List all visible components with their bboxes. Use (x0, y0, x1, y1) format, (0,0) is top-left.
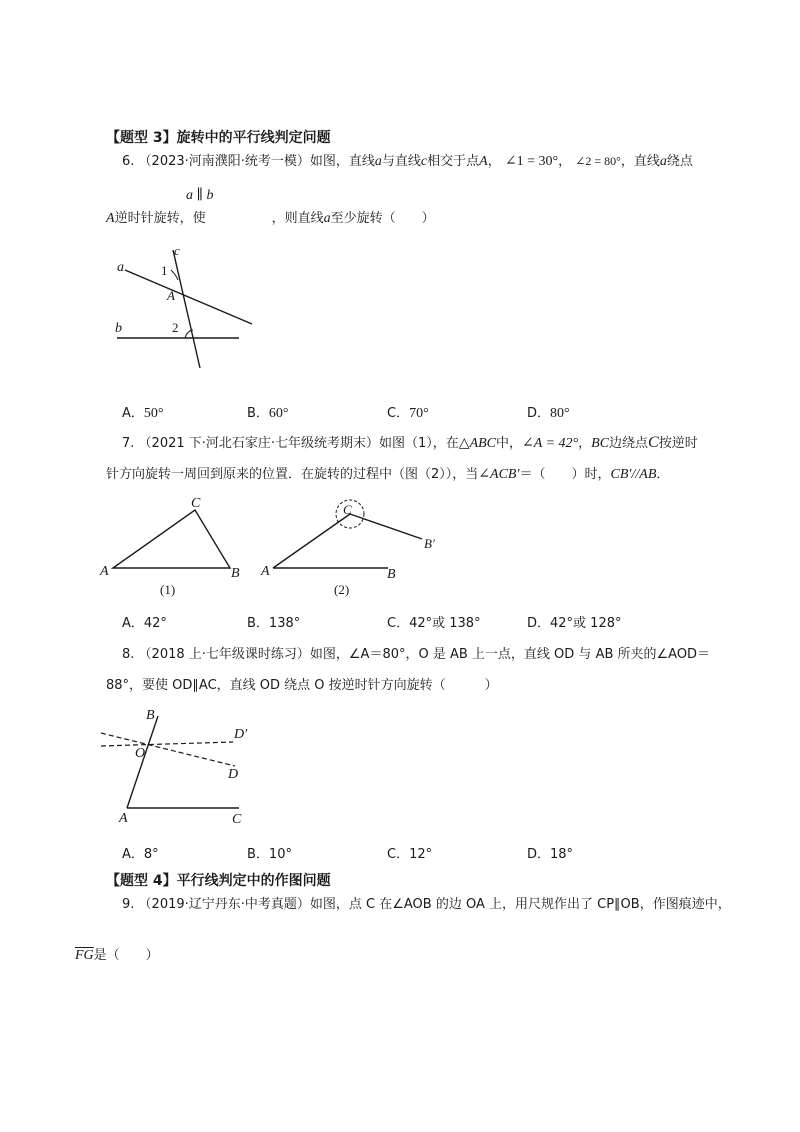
section-title-4: 【题型 4】平行线判定中的作图问题 (106, 873, 331, 889)
math-parallel: a ∥ b (186, 188, 214, 203)
option-value: 50° (143, 406, 164, 421)
question-8-figure (95, 700, 265, 830)
option-c[interactable] (387, 402, 429, 422)
option-c[interactable]: C．12° (387, 847, 433, 862)
math-triangle: △ABC (458, 436, 497, 451)
label-B: B (387, 567, 396, 582)
option-letter: A． (122, 406, 144, 421)
line-ab (127, 716, 158, 808)
math-arc-fg: $\overline{FG}$ (75, 948, 94, 963)
question-text: ， (487, 154, 501, 169)
question-text: （2019·辽宁丹东·中考真题）如图，点 C 在∠AOB 的边 OA 上，用尺规作出了 CP∥OB，作图痕迹中， (138, 897, 731, 912)
math-var: A (479, 154, 488, 169)
label-A: A (119, 811, 128, 826)
option-b[interactable]: B．138° (247, 616, 301, 631)
label-c: c (174, 243, 180, 258)
question-7-line-2 (106, 463, 669, 483)
label-A: A (100, 564, 109, 579)
question-number: 9. (122, 897, 135, 912)
question-8-line-2: 88°，要使 OD∥AC，直线 OD 绕点 O 按逆时针方向旋转（ ） (106, 678, 498, 693)
math-var: c (420, 154, 428, 169)
label-A: A (167, 288, 175, 303)
option-a[interactable]: A．42° (122, 616, 167, 631)
question-number: 7. (122, 436, 135, 451)
math-var: A (106, 211, 115, 226)
label-2: 2 (172, 320, 179, 335)
math-c: C (648, 434, 659, 451)
dashed-line-od-prime (101, 742, 233, 746)
math-parallel-cbab: CB′//AB (610, 467, 657, 482)
question-9-line-2 (75, 944, 159, 964)
figure-caption: (1) (160, 582, 176, 597)
question-text: 绕点 (666, 154, 693, 169)
label-a: a (117, 260, 124, 275)
line-c (173, 250, 200, 368)
question-text: （2023·河南濮阳·统考一模）如图，直线 (138, 154, 375, 169)
math-angle-2: ∠2 = 80° (575, 154, 621, 168)
option-a[interactable] (122, 402, 164, 422)
option-value: 70° (409, 406, 429, 421)
question-text: 与直线 (381, 154, 421, 169)
label-B: B (146, 708, 155, 723)
math-var: a (659, 154, 667, 169)
option-b[interactable] (247, 402, 289, 422)
figure-caption: (2) (334, 582, 350, 597)
math-var: a (374, 154, 382, 169)
option-b[interactable]: B．10° (247, 847, 292, 862)
option-letter: B． (247, 406, 269, 421)
question-8-line-1 (122, 643, 710, 662)
option-value: 60° (268, 406, 289, 421)
question-text: 边绕点 (609, 436, 649, 451)
label-B-prime: B′ (424, 536, 435, 551)
question-text: ． (656, 467, 670, 482)
question-7-figure-2 (258, 490, 448, 602)
question-text: （2021 下·河北石家庄·七年级统考期末）如图（1），在 (138, 436, 459, 451)
question-text: （2018 上·七年级课时练习）如图，∠A＝80°，O 是 AB 上一点，直线 OD 与 AB 所夹的∠AOD＝ (138, 647, 711, 662)
question-text: ，直线 (620, 154, 660, 169)
segment-cb-prime (350, 514, 422, 539)
option-c[interactable]: C．42°或 138° (387, 616, 481, 631)
question-text: ， (578, 436, 592, 451)
math-angle-acb: ∠ACB′ (478, 467, 520, 482)
question-6-figure (105, 240, 265, 375)
label-C: C (343, 502, 352, 517)
question-number: 8. (122, 647, 135, 662)
label-D: D (228, 767, 239, 782)
label-O: O (135, 746, 146, 761)
label-B: B (231, 566, 240, 581)
math-bc: BC (591, 436, 610, 451)
question-text: 至少旋转（ ） (330, 211, 435, 226)
label-b: b (115, 321, 122, 336)
option-a[interactable]: A．8° (122, 847, 159, 862)
question-9-line-1 (122, 893, 731, 912)
question-number: 6. (122, 154, 135, 169)
section-title-3: 【题型 3】旋转中的平行线判定问题 (106, 130, 331, 146)
angle-1-arc (171, 270, 178, 280)
segment-ac (273, 514, 350, 568)
question-text: 中， (496, 436, 523, 451)
option-value: 80° (550, 406, 570, 421)
label-D-prime: D′ (234, 727, 248, 742)
question-text: 针方向旋转一周回到原来的位置．在旋转的过程中（图（2）），当 (106, 467, 479, 482)
question-text: ＝（ ）时， (519, 467, 611, 482)
option-d[interactable]: D．42°或 128° (527, 616, 622, 631)
math-angle-a: ∠A = 42° (522, 436, 579, 451)
question-text: 相交于点 (427, 154, 480, 169)
triangle-abc (113, 510, 230, 568)
label-C: C (232, 812, 242, 827)
math-var: a (323, 211, 331, 226)
question-text: ， (558, 154, 572, 169)
option-letter: C． (387, 406, 410, 421)
label-C: C (191, 496, 201, 511)
math-angle-1: ∠1 = 30° (504, 154, 559, 169)
label-A: A (261, 564, 270, 579)
option-d[interactable] (527, 402, 570, 422)
option-letter: D． (527, 406, 551, 421)
dashed-line-od (101, 733, 235, 766)
question-text: 是（ ） (93, 948, 159, 963)
question-text: 逆时针旋转，使 (114, 211, 206, 226)
question-6-line-2 (106, 207, 435, 227)
question-text: ，则直线 (271, 211, 324, 226)
option-d[interactable]: D．18° (527, 847, 574, 862)
question-7-line-1 (122, 432, 698, 452)
question-7-figure-1 (95, 490, 255, 602)
label-1: 1 (161, 263, 168, 278)
question-text: 按逆时 (658, 436, 698, 451)
question-6-line-1 (122, 150, 693, 170)
